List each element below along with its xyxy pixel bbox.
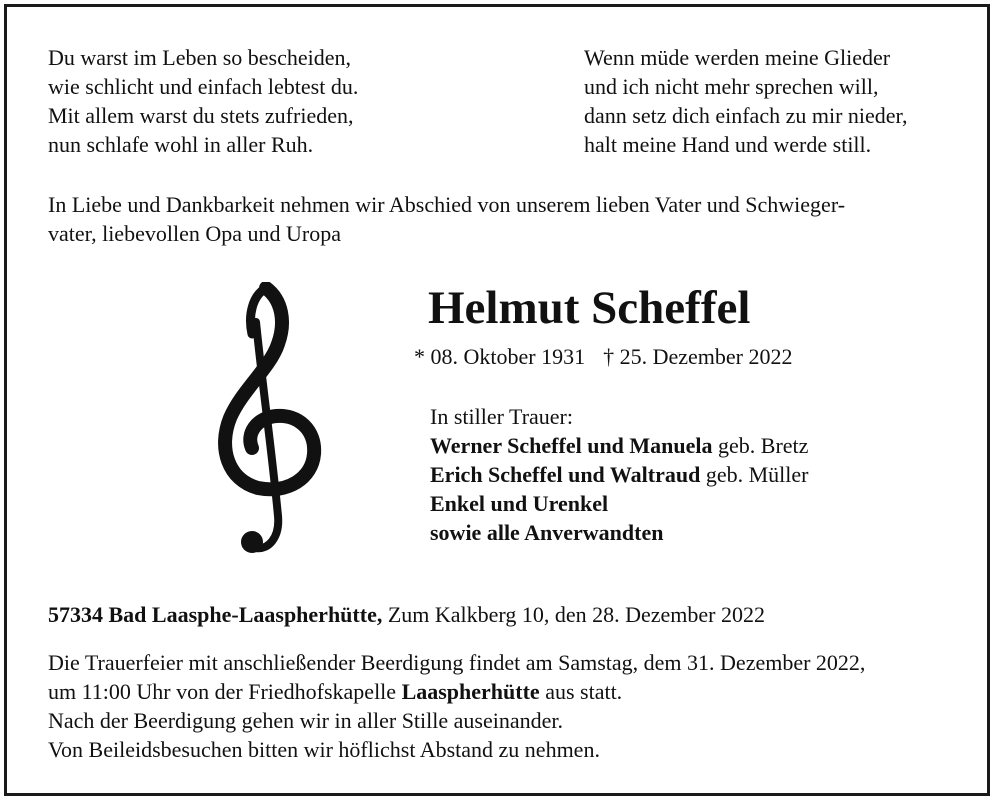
life-dates	[414, 342, 792, 371]
address-line	[48, 600, 765, 629]
chapel-location: Laaspherhütte	[401, 679, 540, 704]
address-place: 57334 Bad Laasphe-Laaspherhütte,	[48, 602, 383, 627]
closing-line: Nach der Beerdigung gehen wir in aller Stille auseinander.	[48, 708, 563, 733]
poem-line: Du warst im Leben so bescheiden,	[48, 45, 352, 70]
mourner-line	[430, 431, 809, 460]
mourners-block	[430, 402, 809, 547]
mourner-line	[430, 518, 809, 547]
poem-line: dann setz dich einfach zu mir nieder,	[584, 103, 908, 128]
poem-left	[48, 43, 358, 159]
poem-line: und ich nicht mehr sprechen will,	[584, 74, 879, 99]
mourner-name: sowie alle Anverwandten	[430, 520, 664, 545]
death-date: † 25. Dezember 2022	[603, 344, 793, 369]
service-text-part: um 11:00 Uhr von der Friedhofskapelle	[48, 679, 402, 704]
intro-line: In Liebe und Dankbarkeit nehmen wir Abschied von unserem lieben Vater und Schwieger-	[48, 192, 846, 217]
mourner-name: Enkel und Urenkel	[430, 491, 609, 516]
address-rest: Zum Kalkberg 10, den 28. Dezember 2022	[382, 602, 766, 627]
mourner-name: Erich Scheffel und Waltraud	[430, 462, 701, 487]
closing-text	[48, 706, 600, 764]
mourner-maiden: geb. Bretz	[712, 433, 809, 458]
poem-right	[584, 43, 907, 159]
mourners-heading: In stiller Trauer:	[430, 404, 573, 429]
intro-text	[48, 190, 845, 248]
intro-line: vater, liebevollen Opa und Uropa	[48, 221, 341, 246]
birth-date: * 08. Oktober 1931	[414, 344, 586, 369]
mourner-name: Werner Scheffel und Manuela	[430, 433, 713, 458]
closing-line: Von Beileidsbesuchen bitten wir höflichst Abstand zu nehmen.	[48, 737, 600, 762]
service-text-part: aus statt.	[539, 679, 623, 704]
mourner-line	[430, 489, 809, 518]
treble-clef-icon	[212, 282, 324, 558]
mourner-line	[430, 460, 809, 489]
poem-line: Mit allem warst du stets zufrieden,	[48, 103, 354, 128]
deceased-name: Helmut Scheffel	[428, 282, 751, 334]
service-text	[48, 648, 865, 706]
poem-line: Wenn müde werden meine Glieder	[584, 45, 891, 70]
poem-line: nun schlafe wohl in aller Ruh.	[48, 132, 314, 157]
service-line: Die Trauerfeier mit anschließender Beerdigung findet am Samstag, dem 31. Dezember 2022,	[48, 650, 866, 675]
mourner-maiden: geb. Müller	[700, 462, 809, 487]
poem-line: halt meine Hand und werde still.	[584, 132, 872, 157]
poem-line: wie schlicht und einfach lebtest du.	[48, 74, 359, 99]
service-line	[48, 677, 865, 706]
